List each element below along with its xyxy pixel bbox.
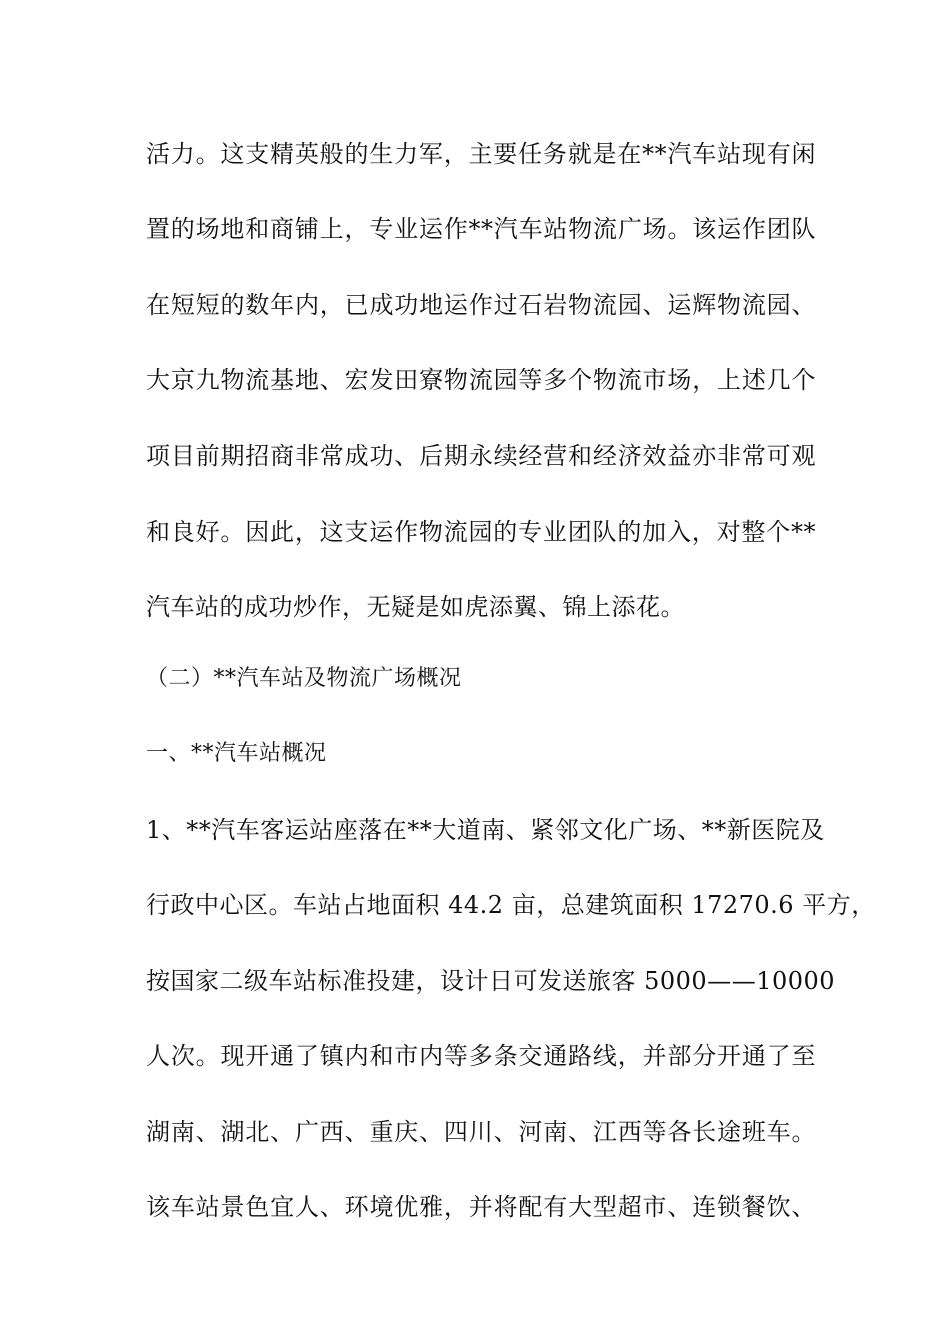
paragraph-line: 项目前期招商非常成功、后期永续经营和经济效益亦非常可观 [146, 442, 816, 470]
paragraph-line: 活力。这支精英般的生力军，主要任务就是在**汽车站现有闲 [146, 140, 816, 168]
paragraph-line: 和良好。因此，这支运作物流园的专业团队的加入，对整个** [146, 518, 816, 546]
paragraph-line: 在短短的数年内，已成功地运作过石岩物流园、运辉物流园、 [146, 291, 816, 319]
paragraph-line: 大京九物流基地、宏发田寮物流园等多个物流市场，上述几个 [146, 366, 816, 394]
section-heading: （二）**汽车站及物流广场概况 [146, 666, 462, 691]
paragraph-line: 行政中心区。车站占地面积 44.2 亩，总建筑面积 17270.6 平方， [146, 891, 876, 919]
paragraph-line: 汽车站的成功炒作，无疑是如虎添翼、锦上添花。 [146, 593, 685, 621]
paragraph-line: 湖南、湖北、广西、重庆、四川、河南、江西等各长途班车。 [146, 1118, 816, 1146]
paragraph-line: 置的场地和商铺上，专业运作**汽车站物流广场。该运作团队 [146, 215, 816, 243]
paragraph-line: 1、**汽车客运站座落在**大道南、紧邻文化广场、**新医院及 [146, 816, 825, 844]
subsection-heading: 一、**汽车站概况 [146, 741, 327, 766]
paragraph-line: 按国家二级车站标准投建，设计日可发送旅客 5000——10000 [146, 967, 836, 995]
paragraph-line: 该车站景色宜人、环境优雅，并将配有大型超市、连锁餐饮、 [146, 1193, 816, 1221]
paragraph-line: 人次。现开通了镇内和市内等多条交通路线，并部分开通了至 [146, 1042, 816, 1070]
